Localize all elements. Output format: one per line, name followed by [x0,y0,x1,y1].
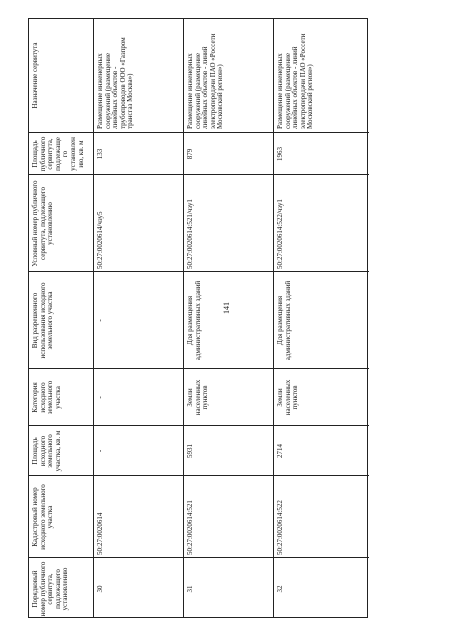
cell-text: 50:27:0020614:521 [186,500,194,555]
cell-text: 50:27:0020614:521/чзу1 [186,199,194,269]
cell-land-category [274,368,369,425]
cell-text: Порядковый номер публичного сервитута, подлежащего установлению [31,561,70,617]
cell-land-category [184,368,273,425]
header-permitted-use [29,271,93,368]
cell-cadastral-number [94,475,183,557]
cell-source-area [274,425,369,475]
cell-text: Размещение инженерных сооружений (размещение линейных объектов - трубопроводов ООО «Газпром трансгаз Москва») [96,37,135,129]
page-number: 141 [221,302,231,314]
cell-text: - [96,319,104,322]
header-cadastral-number [29,475,93,557]
header-conditional-number [29,174,93,271]
cell-text: Площадь публичного сервитута, подлежащего установлению, кв. м [31,136,85,172]
header-easement-area [29,132,93,174]
cell-easement-area [94,132,183,174]
cell-easement-area [184,132,273,174]
cell-text: Условный номер публичного сервитута, подлежащего установлению [31,180,55,267]
cell-text: 50:27:0020614:522/чзу1 [276,199,284,269]
cell-cadastral-number [274,475,369,557]
cell-text: Для размещения административных зданий [186,280,202,361]
cell-text: Размещение инженерных сооружений (размещение линейных объектов - линий электропередачи ПАО «Россети Московский регион») [186,33,225,129]
cell-text: 5931 [186,444,194,458]
cell-permitted-use [274,271,369,368]
cell-text: 1963 [276,147,284,161]
cell-permitted-use [94,271,183,368]
cell-text: 133 [96,148,104,160]
header-order-number [29,557,93,619]
cell-text: - [96,396,104,399]
header-band [29,19,94,617]
cell-text: 32 [276,585,284,593]
cell-conditional-number [94,174,183,271]
cell-easement-area [274,132,369,174]
cell-source-area [184,425,273,475]
cell-text: Размещение инженерных сооружений (размещение линейных объектов - линий электропередачи ПАО «Россети Московский регион») [276,33,315,129]
cell-source-area [94,425,183,475]
row-30-band [94,19,184,617]
cell-conditional-number [274,174,369,271]
cell-text: Земли населенных пунктов [276,379,300,416]
header-land-category [29,368,93,425]
cell-permitted-use [184,271,273,368]
easement-table [28,18,368,618]
cell-order-number [184,557,273,619]
cell-land-category [94,368,183,425]
cell-text: Земли населенных пунктов [186,379,210,416]
cell-order-number [274,557,369,619]
cell-text: 2714 [276,444,284,458]
cell-text: 30 [96,585,104,593]
cell-text: Кадастровый номер исходного земельного участка [31,484,55,550]
cell-text: 50:27:0020614:522 [276,500,284,555]
header-easement-purpose [29,19,93,132]
cell-easement-purpose [184,19,273,132]
cell-conditional-number [184,174,273,271]
cell-easement-purpose [274,19,369,132]
cell-order-number [94,557,183,619]
header-source-area [29,425,93,475]
cell-text: Площадь исходного земельного участка, кв. м [31,430,62,472]
cell-text: - [96,449,104,453]
cell-easement-purpose [94,19,183,132]
cell-text: Категория исходного земельного участка [31,380,62,415]
cell-text: Назначение сервитута [31,42,39,109]
row-32-band [274,19,369,617]
cell-cadastral-number [184,475,273,557]
cell-text: 31 [186,585,194,593]
cell-text: Вид разрешенного использования исходного земельного участка [31,282,55,359]
cell-text: 50:27:0020614/чзу5 [96,211,104,269]
cell-text: 879 [186,148,194,160]
row-31-band [184,19,274,617]
cell-text: Для размещения административных зданий [276,280,292,361]
cell-text: 50:27:0020614 [96,512,104,555]
